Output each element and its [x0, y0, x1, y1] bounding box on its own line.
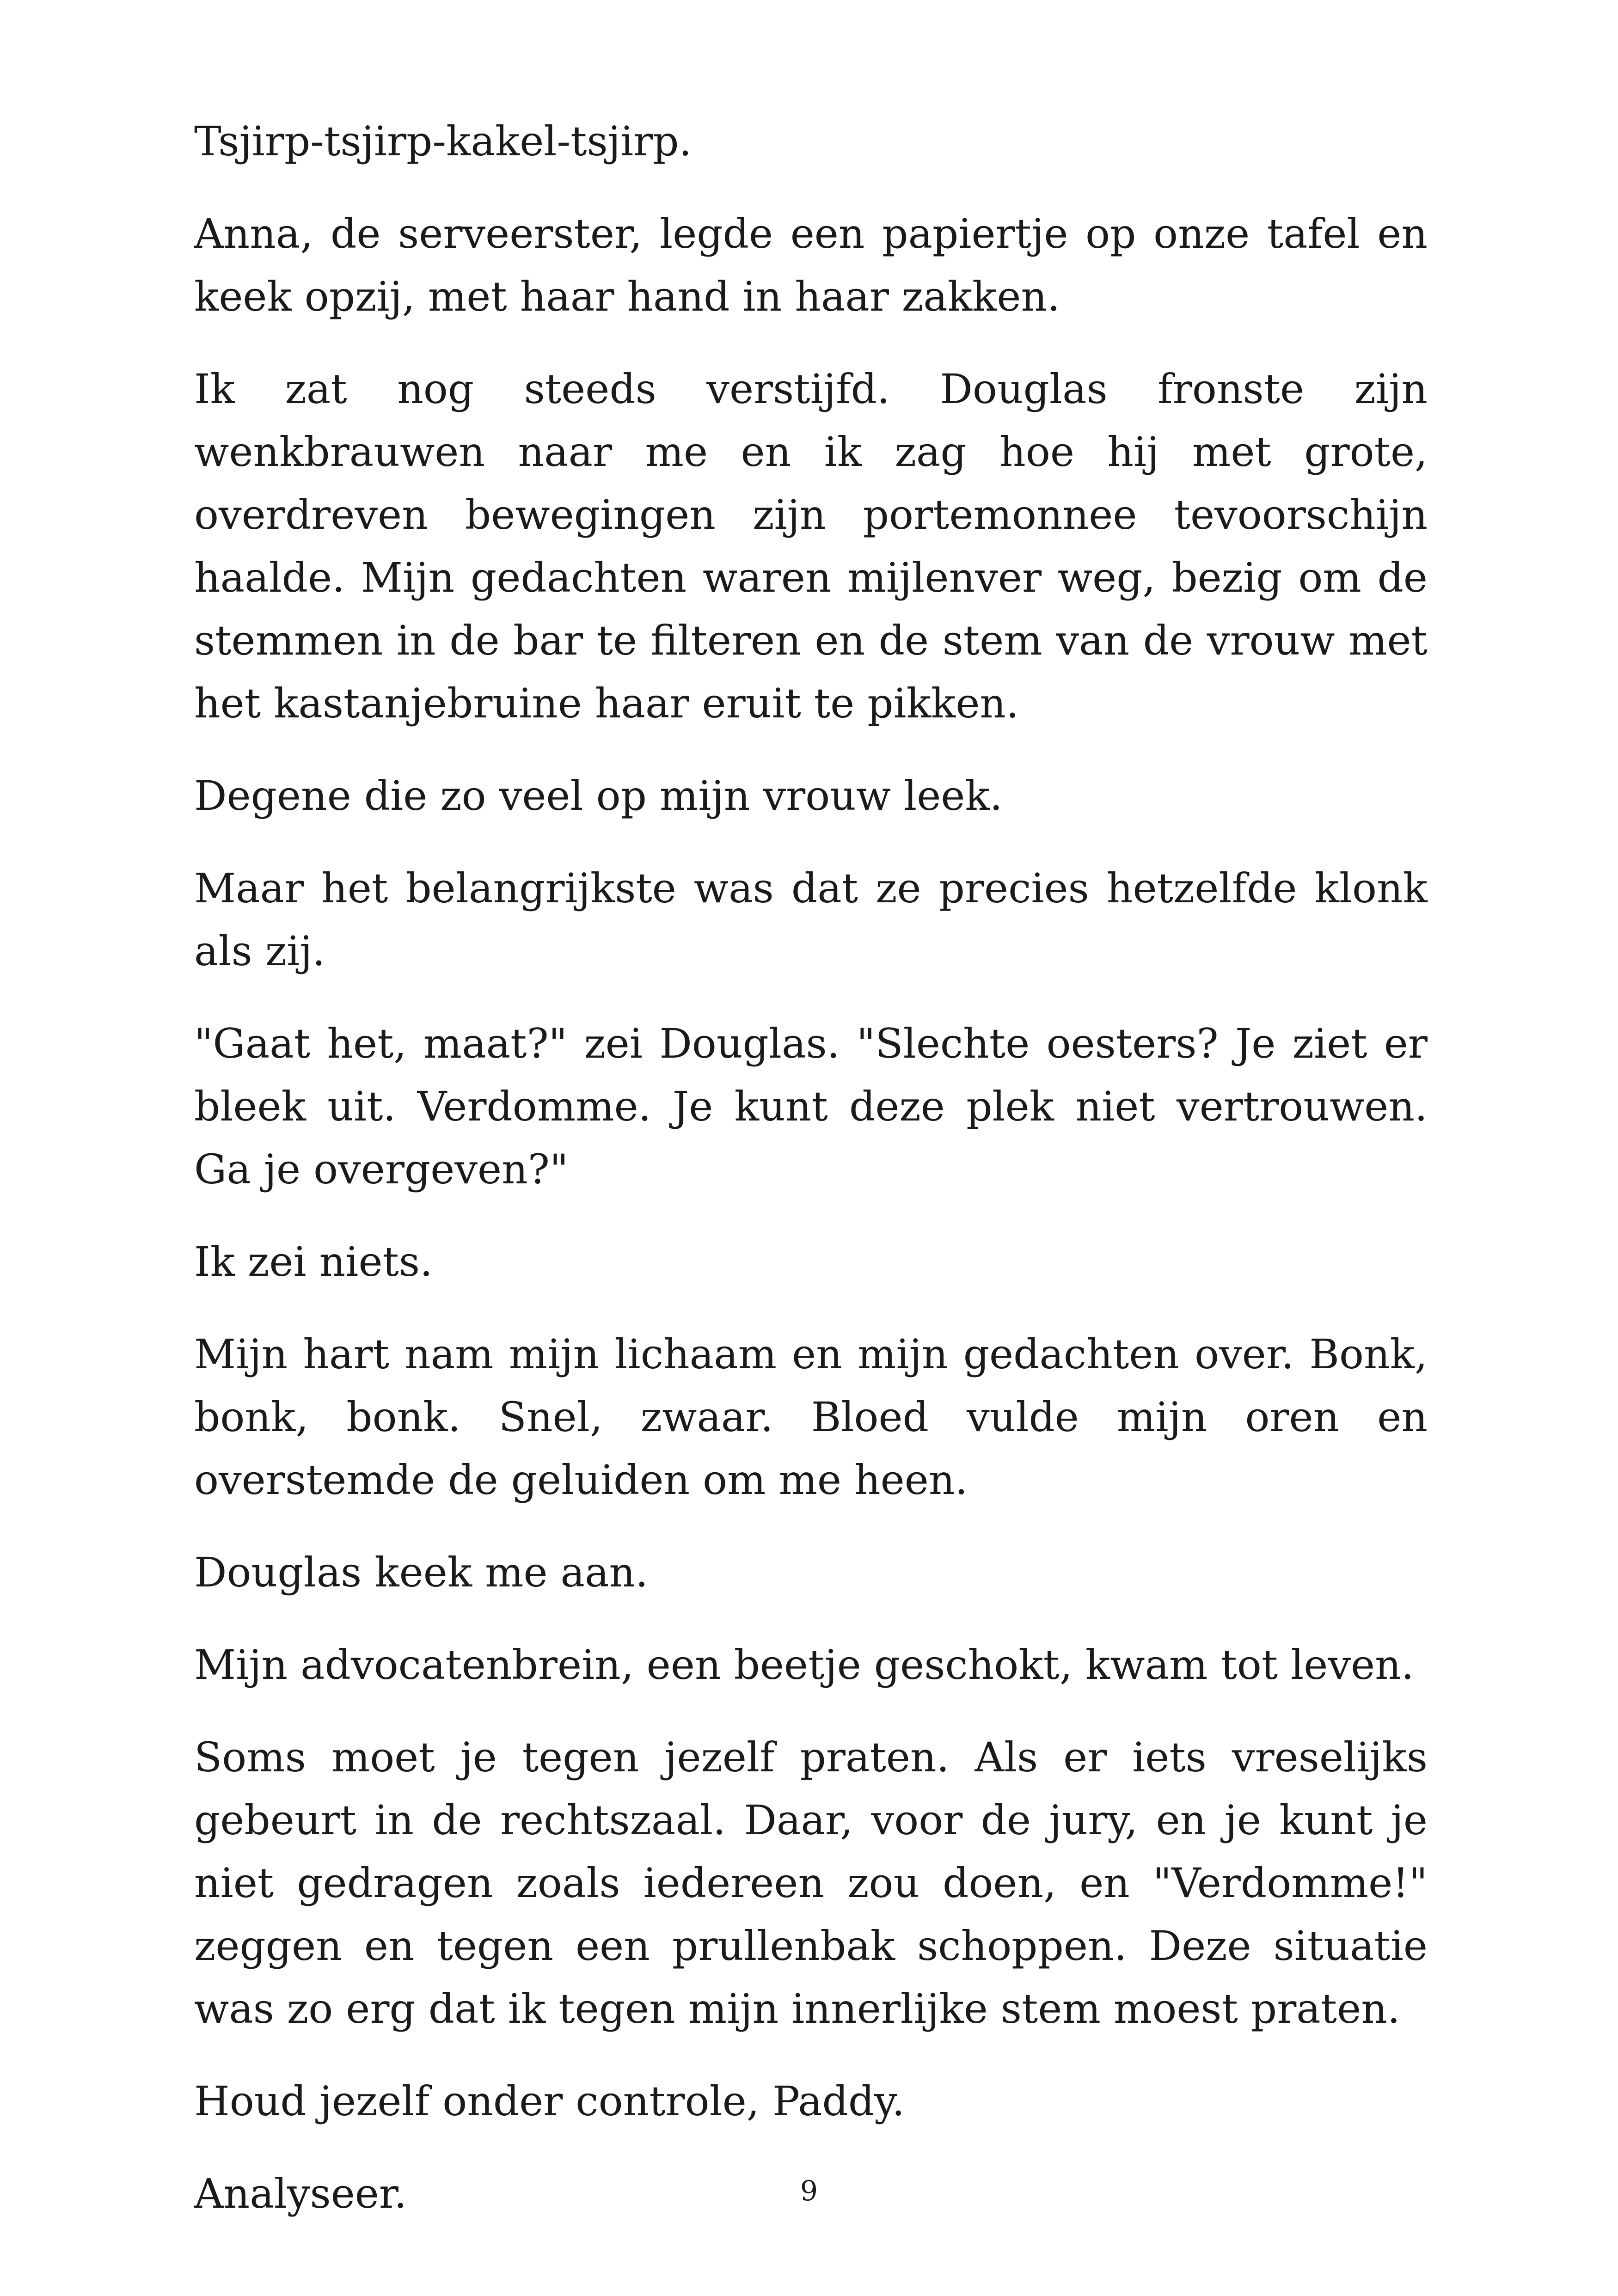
page-body: [194, 110, 1428, 2255]
paragraph-8: Mijn hart nam mijn lichaam en mijn gedachten over. Bonk, bonk, bonk. Snel, zwaar. Bloed vulde mijn oren en overstemde de geluiden om me heen.: [194, 1330, 1428, 1504]
paragraph-5: Maar het belangrijkste was dat ze precies hetzelfde klonk als zij.: [194, 864, 1428, 975]
page-number: 9: [800, 2175, 818, 2207]
paragraph-12: Houd jezelf onder controle, Paddy.: [194, 2077, 905, 2125]
paragraph-3: Ik zat nog steeds verstijfd. Douglas fronste zijn wenkbrauwen naar me en ik zag hoe hij met grote, overdreven bewegingen zijn portemonnee tevoorschijn haalde. Mijn gedachten waren mijlenver weg, bezig om de stemmen in de bar te filteren en de stem van de vrouw met het kastanjebruine haar eruit te pikken.: [194, 365, 1428, 727]
paragraph-13: Analyseer.: [194, 2170, 407, 2217]
paragraph-4: Degene die zo veel op mijn vrouw leek.: [194, 772, 1003, 820]
paragraph-6: "Gaat het, maat?" zei Douglas. "Slechte oesters? Je ziet er bleek uit. Verdomme. Je kunt deze plek niet vertrouwen. Ga je overgeven?": [194, 1020, 1428, 1193]
paragraph-1: Tsjirp-tsjirp-kakel-tsjirp.: [194, 117, 692, 165]
paragraph-10: Mijn advocatenbrein, een beetje geschokt, kwam tot leven.: [194, 1641, 1414, 1689]
paragraph-2: Anna, de serveerster, legde een papiertje op onze tafel en keek opzij, met haar hand in haar zakken.: [194, 210, 1428, 320]
paragraph-11: Soms moet je tegen jezelf praten. Als er iets vreselijks gebeurt in de rechtszaal. Daar, voor de jury, en je kunt je niet gedragen zoals iedereen zou doen, en "Verdomme!" zeggen en tegen een prullenbak schoppen. Deze situatie was zo erg dat ik tegen mijn innerlijke stem moest praten.: [194, 1733, 1428, 2033]
paragraph-7: Ik zei niets.: [194, 1238, 433, 1286]
paragraph-9: Douglas keek me aan.: [194, 1549, 649, 1596]
